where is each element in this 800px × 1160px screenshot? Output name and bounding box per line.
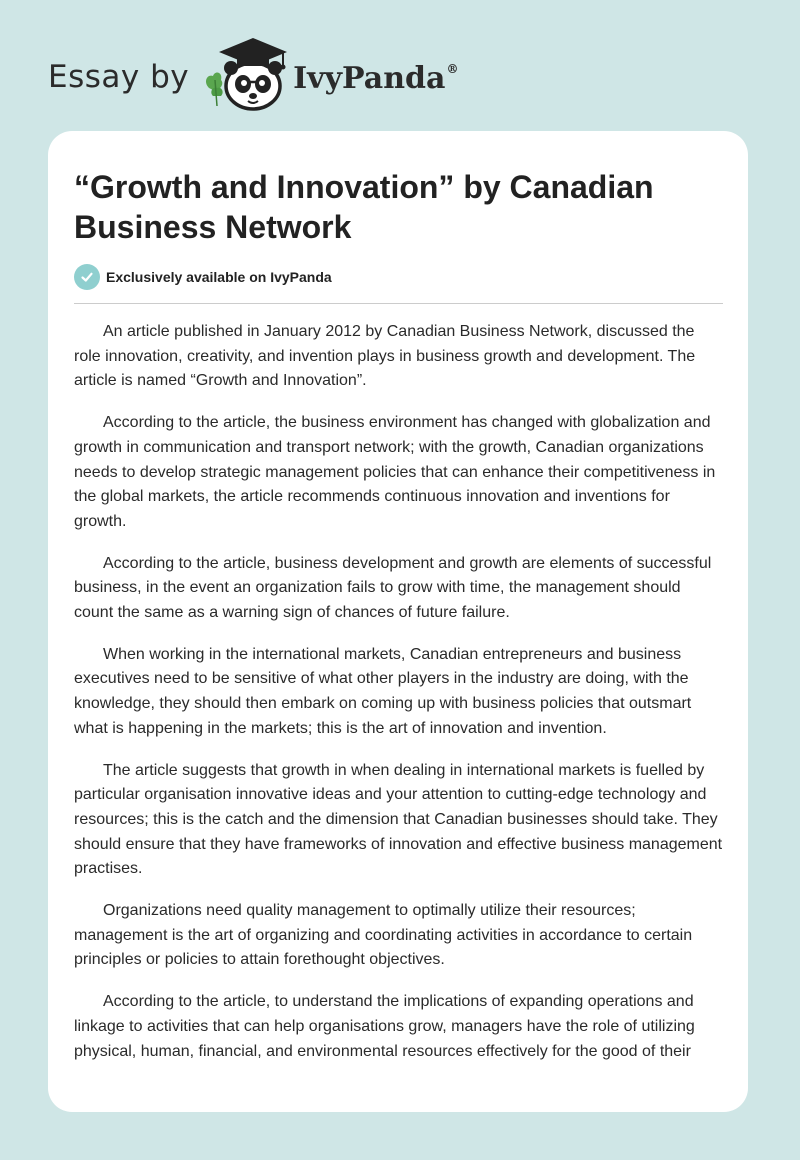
checkmark-icon (80, 270, 94, 284)
paragraph: According to the article, to understand the implications of expanding operations and linkage to activities that can help organisations grow, managers have the role of utilizing physical, human, financial, and environmental resources effectively for the good of their (74, 993, 695, 1060)
title-divider (74, 303, 723, 304)
paragraph: The article suggests that growth in when dealing in international markets is fuelled by particular organisation innovative ideas and your attention to cutting-edge technology and resources; this is the catch and the dimension that Canadian businesses should take. They should ensure that they have frameworks of innovation and effective business management practises. (74, 761, 723, 878)
registered-mark: ® (446, 61, 459, 76)
exclusive-badge (74, 264, 332, 290)
essay-body (74, 320, 724, 1081)
check-circle-icon (74, 264, 100, 290)
essay-card (48, 131, 748, 1112)
site-header (48, 34, 458, 114)
essay-by-label: Essay by (48, 59, 190, 95)
brand-name-text: IvyPanda (293, 60, 446, 96)
paragraph: According to the article, business development and growth are elements of successful business, in the event an organization fails to grow with time, the management should count the same as a warning sign of chances of future failure. (74, 554, 712, 622)
brand-name (293, 61, 458, 96)
paragraph: According to the article, the business environment has changed with globalization and growth in communication and transport network; with the growth, Canadian organizations needs to develop strategic management policies that can enhance their competitiveness in the global markets, the article recommends continuous innovation and inventions for growth. (74, 414, 716, 530)
panda-graduate-icon (203, 36, 289, 112)
paragraph: When working in the international markets, Canadian entrepreneurs and business executives need to be sensitive of what other players in the industry are doing, with the knowledge, they should then embark on coming up with business policies that outsmart what is happening in the markets; this is the art of innovation and invention. (74, 645, 692, 737)
paragraph: Organizations need quality management to optimally utilize their resources; management is the art of organizing and coordinating activities in accordance to certain principles or policies to attain forethought objectives. (74, 902, 693, 969)
ivypanda-logo[interactable] (203, 36, 458, 112)
essay-title: “Growth and Innovation” by Canadian Business Network (74, 169, 654, 245)
exclusive-label: Exclusively available on IvyPanda (106, 269, 332, 285)
paragraph: An article published in January 2012 by Canadian Business Network, discussed the role innovation, creativity, and invention plays in business growth and development. The article is named “Growth and Innovation”. (74, 323, 696, 390)
